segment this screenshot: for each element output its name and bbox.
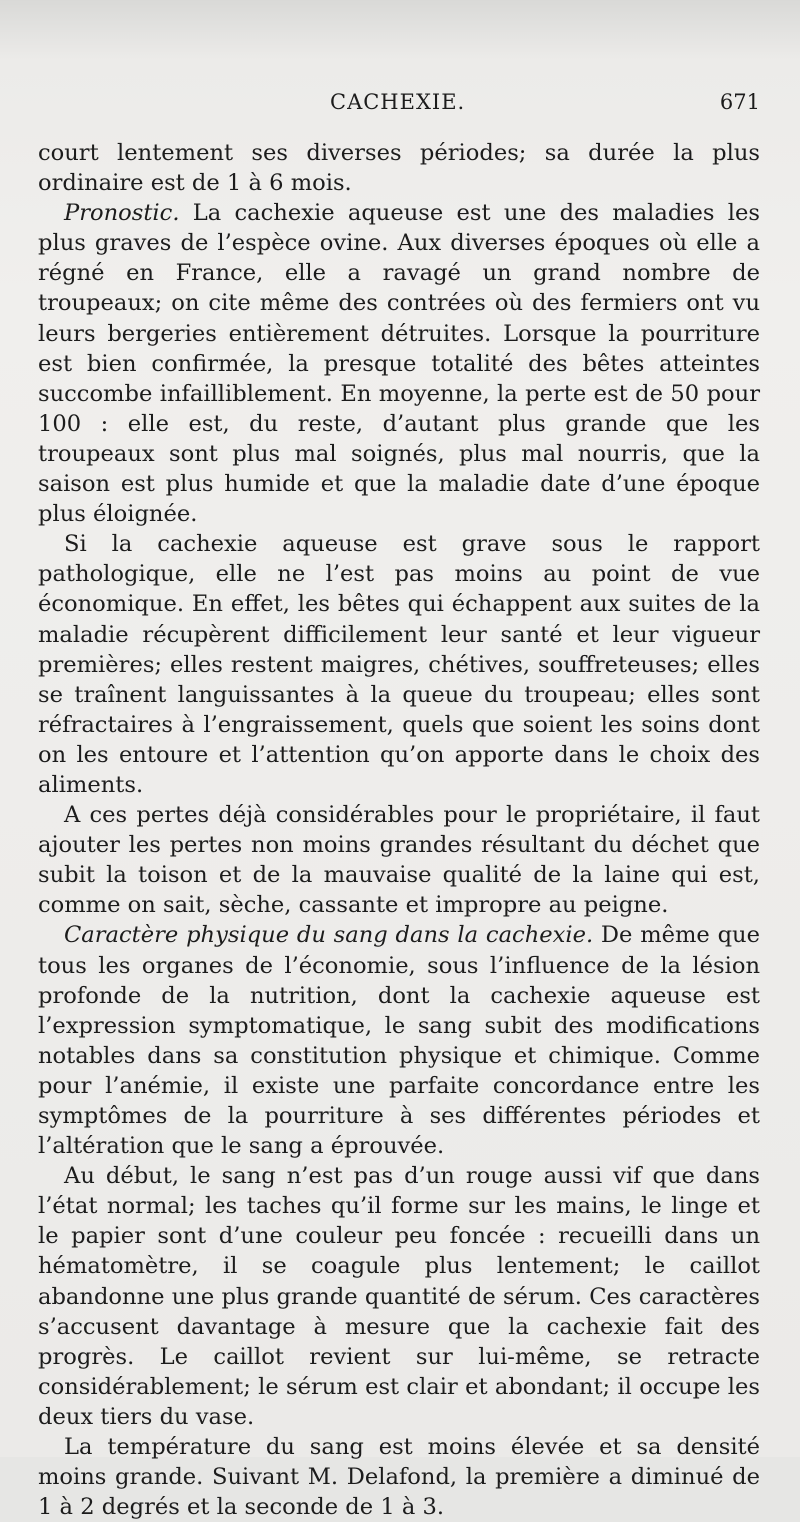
paragraph-heading: Pronostic.	[64, 200, 180, 227]
paragraph-continuation	[38, 138, 760, 198]
paragraph-text: court lentement ses diverses périodes; sa durée la plus ordinaire est de 1 à 6 mois.	[38, 140, 760, 197]
page-body	[38, 138, 760, 1522]
paragraph-economic	[38, 529, 760, 800]
paragraph-text: De même que tous les organes de l’économie, sous l’influence de la lésion profonde de la nutrition, dont la cachexie aqueuse est l’expression symptomatique, le sang subit des modifications notables dans sa constitution physique et chimique. Comme pour l’anémie, il existe une parfaite concordance entre les symptômes de la pourriture à ses différentes périodes et l’altération que le sang a éprouvée.	[38, 922, 760, 1160]
paragraph-blood-character	[38, 920, 760, 1161]
paragraph-temperature	[38, 1432, 760, 1522]
running-title: CACHEXIE.	[330, 90, 466, 114]
paragraph-losses	[38, 800, 760, 920]
paragraph-text: La température du sang est moins élevée et sa densité moins grande. Suivant M. Delafond, la première a diminué de 1 à 2 degrés et la seconde de 1 à 3.	[38, 1434, 760, 1521]
page-header	[0, 88, 800, 122]
paragraph-text: A ces pertes déjà considérables pour le propriétaire, il faut ajouter les pertes non moins grandes résultant du déchet que subit la toison et de la mauvaise qualité de la laine qui est, comme on sait, sèche, cassante et impropre au peigne.	[38, 802, 760, 919]
paragraph-onset	[38, 1161, 760, 1432]
page-number: 671	[719, 90, 760, 114]
paragraph-heading: Caractère physique du sang dans la cachexie.	[64, 922, 594, 949]
paragraph-text: La cachexie aqueuse est une des maladies les plus graves de l’espèce ovine. Aux diverses époques où elle a régné en France, elle a ravagé un grand nombre de troupeaux; on cite même des contrées où des fermiers ont vu leurs bergeries entièrement détruites. Lorsque la pourriture est bien confirmée, la presque totalité des bêtes atteintes succombe infailliblement. En moyenne, la perte est de 50 pour 100 : elle est, du reste, d’autant plus grande que les troupeaux sont plus mal soignés, plus mal nourris, que la saison est plus humide et que la maladie date d’une époque plus éloignée.	[38, 200, 760, 528]
paragraph-text: Au début, le sang n’est pas d’un rouge aussi vif que dans l’état normal; les taches qu’il forme sur les mains, le linge et le papier sont d’une couleur peu foncée : recueilli dans un hématomètre, il se coagule plus lentement; le caillot abandonne une plus grande quantité de sérum. Ces caractères s’accusent davantage à mesure que la cachexie fait des progrès. Le caillot revient sur lui-même, se retracte considérablement; le sérum est clair et abondant; il occupe les deux tiers du vase.	[38, 1163, 760, 1430]
paragraph-pronostic	[38, 198, 760, 529]
paragraph-text: Si la cachexie aqueuse est grave sous le rapport pathologique, elle ne l’est pas moins au point de vue économique. En effet, les bêtes qui échappent aux suites de la maladie récupèrent difficilement leur santé et leur vigueur premières; elles restent maigres, chétives, souffreteuses; elles se traînent languissantes à la queue du troupeau; elles sont réfractaires à l’engraissement, quels que soient les soins dont on les entoure et l’attention qu’on apporte dans le choix des aliments.	[38, 531, 760, 798]
